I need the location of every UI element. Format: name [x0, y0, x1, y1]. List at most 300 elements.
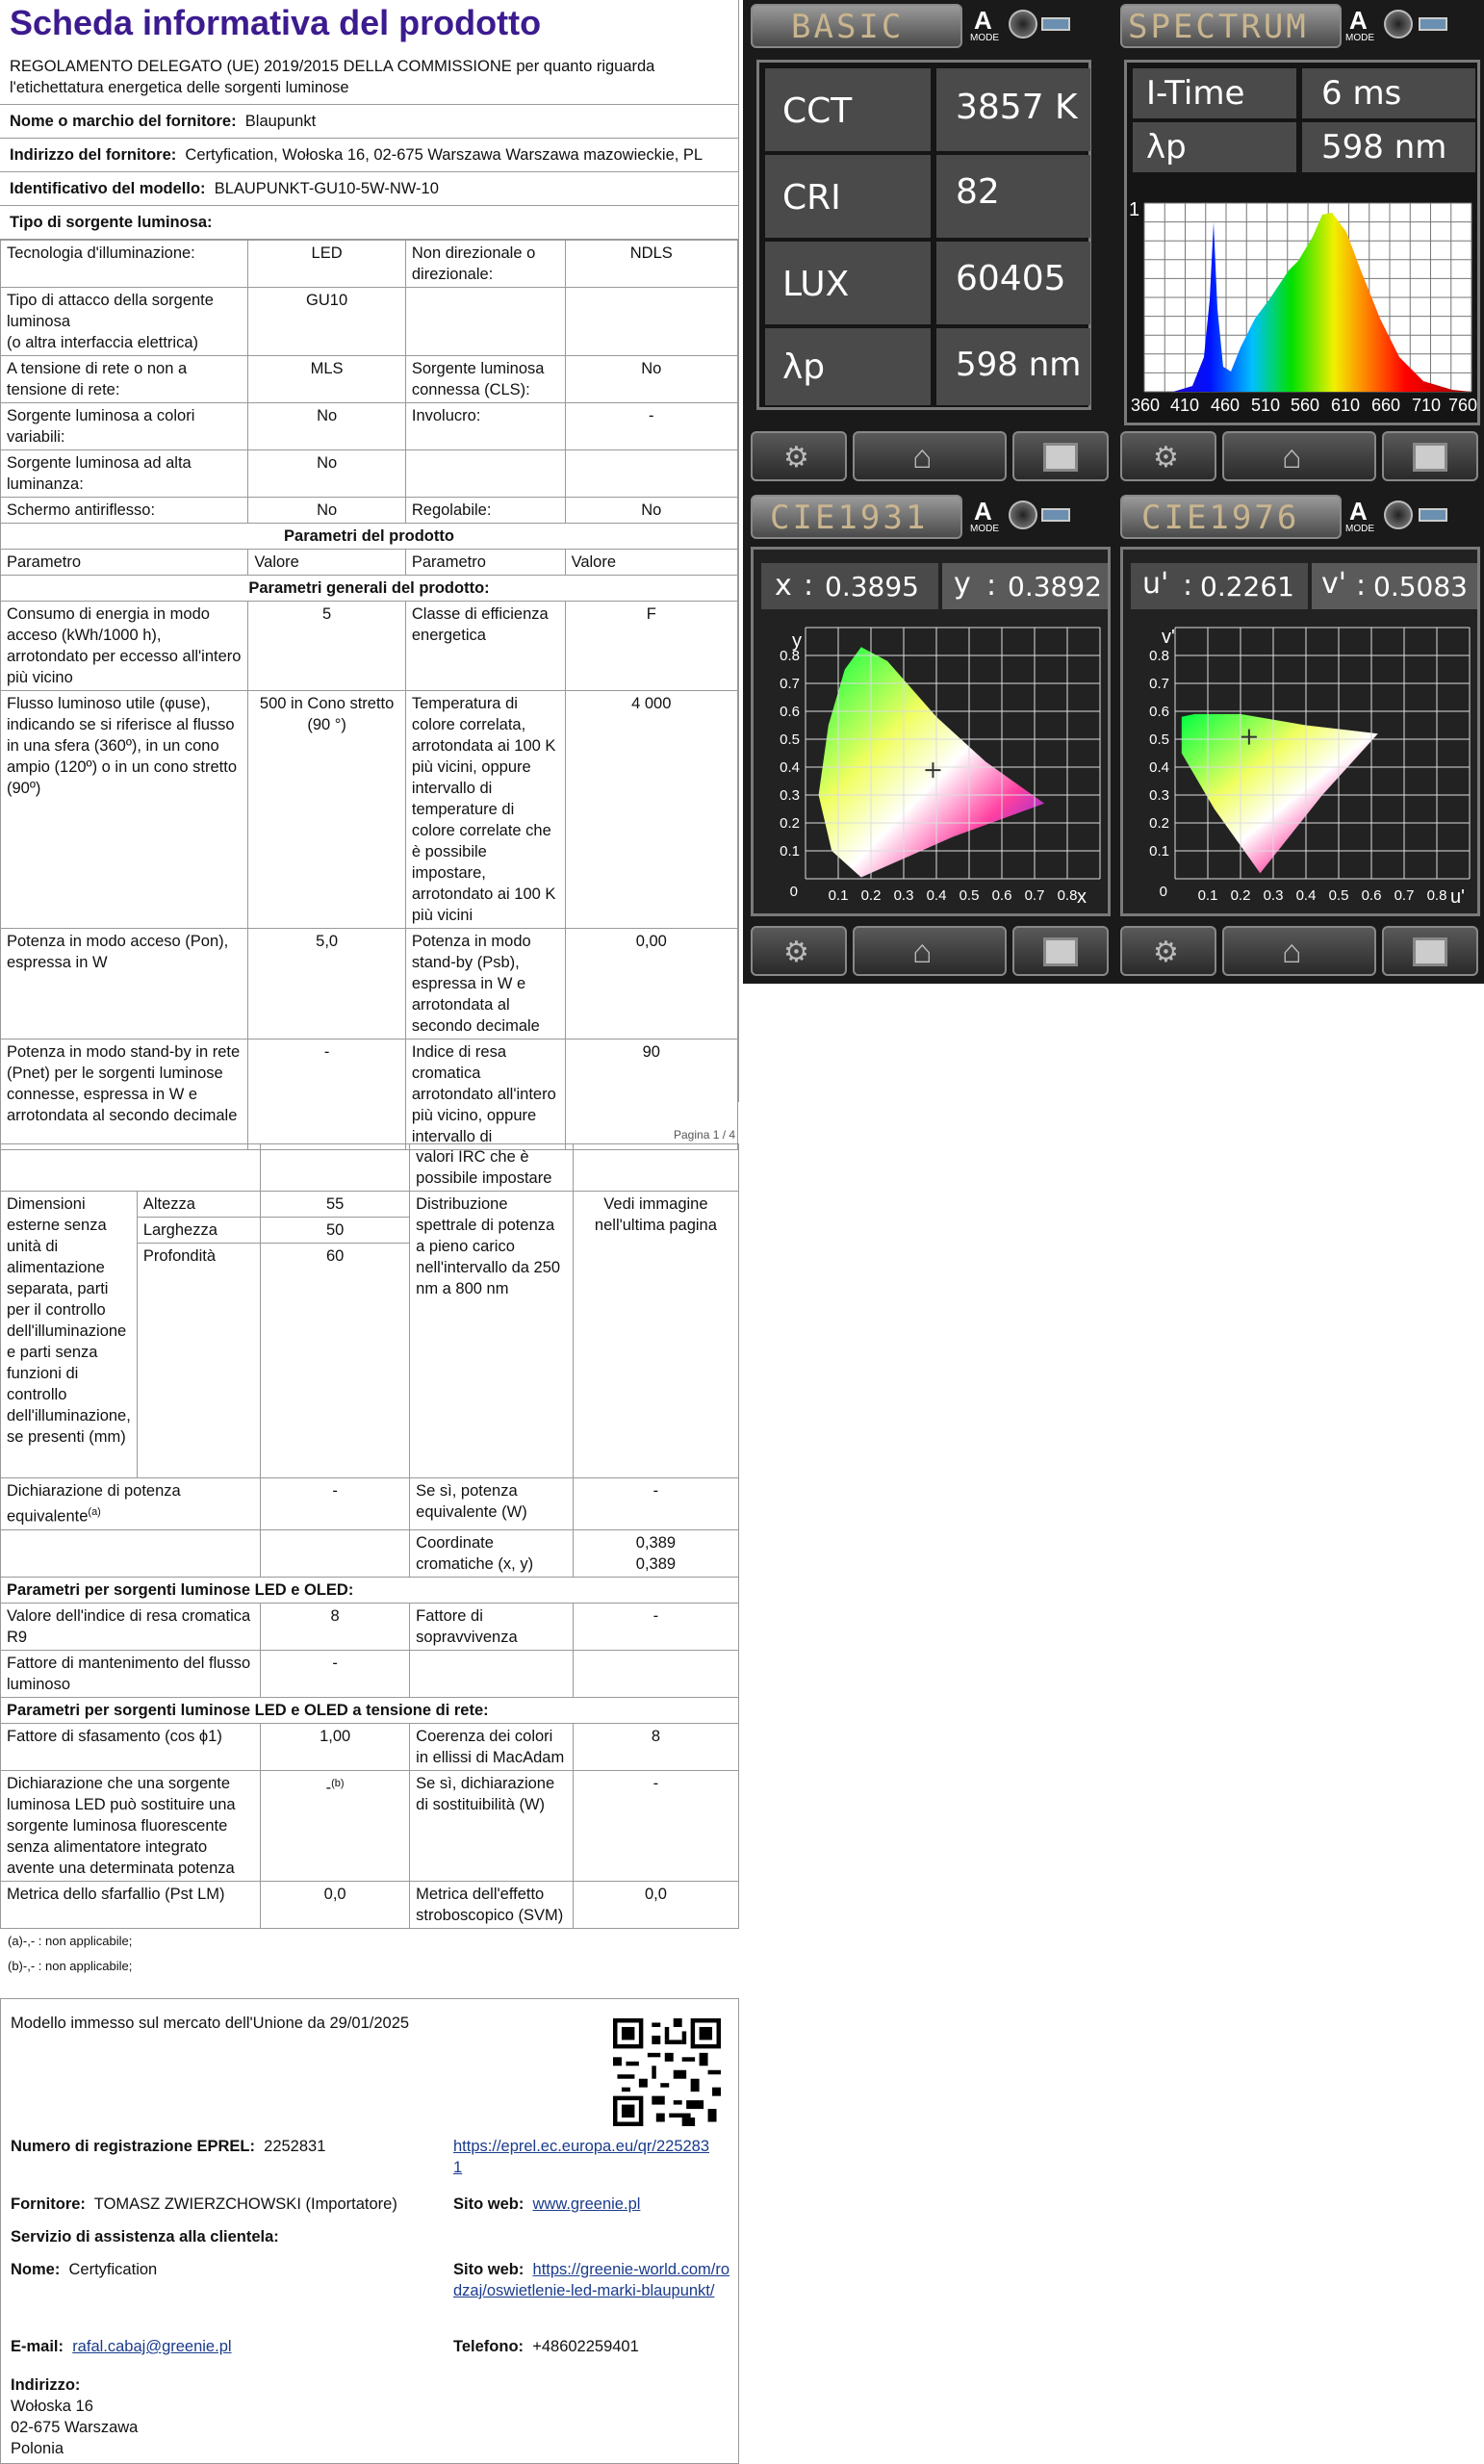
- cell: valori IRC che è possibile impostare: [410, 1144, 574, 1192]
- spectrum-tab-label: SPECTRUM: [1128, 8, 1309, 46]
- page-number: Pagina 1 / 4: [674, 1128, 736, 1142]
- eprel-footer: [0, 1998, 739, 2464]
- website-label: Sito web:: [453, 2195, 525, 2213]
- cell: [1, 288, 248, 356]
- cell: Vedi immagine nell'ultima pagina: [573, 1192, 738, 1478]
- supplier-value: Blaupunkt: [244, 113, 317, 130]
- cell: -: [261, 1478, 410, 1530]
- cell: Distribuzione spettrale di potenza a pieno carico nell'intervallo da 250 nm a 800 nm: [410, 1192, 574, 1478]
- cell: [410, 1650, 574, 1697]
- y-tick: 0.8: [780, 648, 800, 664]
- model-row: [0, 172, 738, 206]
- home-button-2[interactable]: [1222, 431, 1376, 481]
- table-row: [1, 1144, 739, 1192]
- lux-label-box: [765, 242, 931, 324]
- address-line-3: Polonia: [11, 2440, 64, 2457]
- x-tick: 0.1: [1197, 887, 1218, 904]
- cie1976-tab[interactable]: [1120, 495, 1342, 539]
- table-row: [1, 1529, 739, 1577]
- cell: No: [565, 356, 737, 403]
- x-tick: 0.4: [926, 887, 947, 904]
- mode-label: MODE: [1345, 524, 1374, 534]
- regulation-text: REGOLAMENTO DELEGATO (UE) 2019/2015 DELLA COMMISSIONE per quanto riguarda l'etichettatura energetica delle sorgenti luminose: [0, 46, 738, 105]
- peak-label: λp: [782, 347, 826, 387]
- table-row: [1, 498, 738, 524]
- address-line-1: Wołoska 16: [11, 2398, 93, 2415]
- cell: Fattore di mantenimento del flusso luminoso: [1, 1650, 261, 1697]
- table-row: [1, 403, 738, 450]
- basic-mode-controls[interactable]: [970, 6, 1062, 46]
- email-row: [11, 2336, 232, 2357]
- home-icon: ⌂: [1282, 439, 1302, 475]
- y-tick: 0.7: [780, 676, 800, 692]
- x-tick: 0.2: [860, 887, 882, 904]
- sp-peak-label-box: [1133, 122, 1296, 172]
- col-header: Parametro: [1, 550, 248, 576]
- cell: No: [248, 403, 406, 450]
- x-readout-value: 0.3895: [825, 571, 919, 603]
- cell: Metrica dell'effetto stroboscopico (SVM): [410, 1881, 574, 1928]
- cell: Sorgente luminosa a colori variabili:: [1, 403, 248, 450]
- cell: 1,00: [261, 1723, 410, 1770]
- fluo-value: -: [325, 1779, 332, 1796]
- eprel-link[interactable]: https://eprel.ec.europa.eu/qr/2252831: [453, 2138, 710, 2176]
- source-type-row: [0, 206, 738, 240]
- cell: Valore dell'indice di resa cromatica R9: [1, 1603, 261, 1650]
- y-tick: 0.6: [1149, 704, 1169, 720]
- cri-label-box: [765, 155, 931, 238]
- mode-label: MODE: [970, 524, 999, 534]
- x-tick: 0.2: [1230, 887, 1251, 904]
- supplier-row: [11, 2194, 397, 2215]
- name-label: Nome:: [11, 2261, 61, 2278]
- y-tick: 0.8: [1149, 648, 1169, 664]
- table-row: [1, 450, 738, 498]
- basic-tab-label: BASIC: [791, 8, 905, 46]
- col-header: Parametro: [405, 550, 565, 576]
- cell: [565, 288, 737, 356]
- basic-tab[interactable]: [751, 4, 962, 48]
- cie1931-panel: [751, 547, 1111, 916]
- x-tick: 610: [1331, 396, 1361, 415]
- cell: A tensione di rete o non a tensione di rete:: [1, 356, 248, 403]
- cap-label: Tipo di attacco della sorgente luminosa: [7, 292, 214, 330]
- cell: F: [565, 602, 737, 691]
- website2-label: Sito web:: [453, 2261, 525, 2278]
- y-tick: 0.1: [1149, 843, 1169, 860]
- x-tick: 660: [1371, 396, 1401, 415]
- y-readout-value: 0.3892: [1008, 571, 1102, 603]
- cell: 0,0: [573, 1881, 738, 1928]
- cell: [565, 450, 737, 498]
- mode-label: MODE: [970, 33, 999, 43]
- floppy-icon: [1043, 937, 1078, 966]
- col-header: Valore: [565, 550, 737, 576]
- cell: Schermo antiriflesso:: [1, 498, 248, 524]
- colon: :: [804, 569, 814, 603]
- y-tick: 0.3: [1149, 787, 1169, 804]
- footnote-a: (a)-,- : non applicabile;: [8, 1933, 133, 1948]
- cell: [261, 1529, 410, 1577]
- cell: Classe di efficienza energetica: [405, 602, 565, 691]
- cie1931-tab[interactable]: [751, 495, 962, 539]
- cell: -: [565, 403, 737, 450]
- cell: Regolabile:: [405, 498, 565, 524]
- floppy-icon: [1413, 443, 1447, 472]
- cell: 55: [261, 1192, 410, 1218]
- x-readout-label: x: [775, 569, 792, 603]
- colon: :: [1356, 569, 1367, 603]
- cie1976-y-axis-label: v': [1162, 627, 1175, 648]
- cri-value: 82: [956, 172, 1000, 212]
- y-readout-label: y: [954, 567, 971, 601]
- y-tick: 0.5: [780, 732, 800, 748]
- x-tick: 0.3: [1263, 887, 1284, 904]
- zero-tick: 0: [1159, 884, 1167, 900]
- spectrum-x-ticks: [1131, 396, 1481, 419]
- cell: Sorgente luminosa connessa (CLS):: [405, 356, 565, 403]
- x-tick: 410: [1170, 396, 1200, 415]
- cell: No: [248, 450, 406, 498]
- cell: [405, 288, 565, 356]
- y-tick: 0.5: [1149, 732, 1169, 748]
- fluo-sup: (b): [331, 1777, 345, 1789]
- cell: Se sì, dichiarazione di sostituibilità (W): [410, 1770, 574, 1881]
- website2-link[interactable]: https://greenie-world.com/rodzaj/oswietlenie-led-marki-blaupunkt/: [453, 2261, 730, 2299]
- product-table-cont: [0, 1143, 739, 1929]
- cell: Temperatura di colore correlata, arrotondata ai 100 K più vicini, oppure intervallo di temperature di colore correlate che è possibile impostare, arrotondato ai 100 K più vicini: [405, 691, 565, 929]
- xy-value-1: 0,389: [635, 1533, 677, 1552]
- lux-value: 60405: [956, 259, 1066, 298]
- gear-icon: ⚙: [783, 937, 809, 968]
- settings-button[interactable]: [751, 431, 847, 481]
- y-tick: 0.4: [780, 759, 800, 776]
- cell: Indice di resa cromatica arrotondato all'intero più vicino, oppure intervallo di: [405, 1040, 565, 1150]
- website-row: [453, 2194, 640, 2215]
- cie1976-plot: [1129, 627, 1477, 906]
- battery-icon: [1041, 17, 1070, 31]
- meter-screenshot: [743, 0, 1484, 984]
- table-row: [1, 1697, 739, 1723]
- spectrum-tab[interactable]: [1120, 4, 1342, 48]
- mode-a-icon: A: [974, 497, 992, 526]
- basic-panel: [756, 60, 1091, 410]
- footnote-b: (b)-,- : non applicabile;: [8, 1958, 133, 1973]
- spectrum-ymax: 1: [1129, 199, 1140, 220]
- cell: 5: [248, 602, 406, 691]
- y-tick: 0.3: [780, 787, 800, 804]
- footnotes: [0, 1929, 739, 1979]
- colon: :: [1183, 569, 1193, 603]
- cie1931-plot: [759, 627, 1108, 906]
- cell: 8: [573, 1723, 738, 1770]
- table-row: [1, 1040, 738, 1150]
- peak-value-box: [936, 328, 1090, 405]
- v-readout-box: [1312, 563, 1477, 609]
- save-button-4[interactable]: [1382, 926, 1478, 976]
- itime-value-box: [1302, 68, 1475, 118]
- cie1976-mode-controls[interactable]: [1345, 497, 1480, 537]
- model-label: Identificativo del modello:: [10, 180, 206, 197]
- cie1931-tab-label: CIE1931: [770, 499, 929, 537]
- y-tick: 0.2: [1149, 815, 1169, 832]
- cell: Profondità: [137, 1244, 260, 1478]
- battery-icon: [1419, 508, 1447, 522]
- save-button-3[interactable]: [1012, 926, 1109, 976]
- cell: [573, 1650, 738, 1697]
- home-button-3[interactable]: [853, 926, 1007, 976]
- mode-a-icon: A: [1349, 497, 1368, 526]
- table-row: [1, 1770, 739, 1881]
- cct-label-box: [765, 68, 931, 151]
- itime-value: 6 ms: [1321, 74, 1402, 113]
- gear-icon: ⚙: [1153, 442, 1179, 474]
- lux-value-box: [936, 242, 1090, 324]
- eprel-row: [11, 2136, 325, 2157]
- cell: -: [248, 1040, 406, 1150]
- section-heading: Parametri generali del prodotto:: [1, 576, 738, 602]
- cell: [1, 1478, 261, 1530]
- spectrum-mode-controls[interactable]: [1345, 6, 1480, 46]
- u-readout-box: [1131, 563, 1308, 609]
- cell: No: [565, 498, 737, 524]
- cell: Potenza in modo stand-by in rete (Pnet) per le sorgenti luminose connesse, espressa in W e arrotondata al secondo decimale: [1, 1040, 248, 1150]
- mode-a-icon: A: [974, 6, 992, 35]
- cell: Dimensioni esterne senza unità di alimentazione separata, parti per il controllo dell'illuminazione e parti senza funzioni di controllo dell'illuminazione, se presenti (mm): [1, 1192, 138, 1478]
- settings-button-3[interactable]: [751, 926, 847, 976]
- section-heading: Parametri del prodotto: [1, 524, 738, 550]
- customer-service-heading: Servizio di assistenza alla clientela:: [11, 2228, 279, 2246]
- floppy-icon: [1043, 443, 1078, 472]
- sp-peak-label: λp: [1146, 128, 1187, 167]
- x-tick: 510: [1251, 396, 1281, 415]
- itime-label-box: [1133, 68, 1296, 118]
- shutter-icon: [1384, 10, 1413, 38]
- eq-label: Dichiarazione di potenza equivalente: [7, 1482, 181, 1526]
- v-readout-label: v': [1321, 567, 1347, 601]
- address-row: [0, 139, 738, 172]
- battery-icon: [1041, 508, 1070, 522]
- y-tick: 0.1: [780, 843, 800, 860]
- battery-icon: [1419, 17, 1447, 31]
- cri-label: CRI: [782, 178, 841, 218]
- u-readout-label: u': [1142, 567, 1169, 601]
- x-tick: 760: [1448, 396, 1478, 415]
- cell: Consumo di energia in modo acceso (kWh/1000 h), arrotondato per eccesso all'intero più vicino: [1, 602, 248, 691]
- cell: 4 000: [565, 691, 737, 929]
- supplier-label: Nome o marchio del fornitore:: [10, 113, 237, 130]
- cell: 90: [565, 1040, 737, 1150]
- cell: Coordinate cromatiche (x, y): [410, 1529, 574, 1577]
- cie1931-y-axis-label: y: [792, 630, 802, 652]
- sp-peak-value: 598 nm: [1321, 128, 1447, 167]
- x-tick: 560: [1291, 396, 1320, 415]
- x-tick: 0.8: [1426, 887, 1447, 904]
- home-button[interactable]: [853, 431, 1007, 481]
- shutter-icon: [1009, 500, 1037, 529]
- col-header: Valore: [248, 550, 406, 576]
- cie1976-x-axis-label: u': [1450, 886, 1465, 908]
- x-tick: 0.7: [1394, 887, 1415, 904]
- cell: Potenza in modo stand-by (Psb), espressa in W e arrotondata al secondo decimale: [405, 929, 565, 1040]
- eq-sup: (a): [88, 1506, 101, 1518]
- table-row: [1, 1650, 739, 1697]
- cell: Dichiarazione che una sorgente luminosa LED può sostituire una sorgente luminosa fluorescente senza alimentatore integrato avente una determinata potenza: [1, 1770, 261, 1881]
- supplier-value: TOMASZ ZWIERZCHOWSKI (Importatore): [93, 2195, 397, 2213]
- model-value: BLAUPUNKT-GU10-5W-NW-10: [214, 180, 439, 197]
- cell: [1, 1529, 261, 1577]
- supplier-label: Fornitore:: [11, 2195, 86, 2213]
- floppy-icon: [1413, 937, 1447, 966]
- cell: -: [573, 1603, 738, 1650]
- market-date: Modello immesso sul mercato dell'Unione da 29/01/2025: [11, 2015, 410, 2032]
- cell: MLS: [248, 356, 406, 403]
- x-tick: 0.7: [1024, 887, 1045, 904]
- table-row: [1, 1192, 739, 1218]
- y-tick: 0.4: [1149, 759, 1169, 776]
- table-row: [1, 1478, 739, 1530]
- supplier-row: [0, 105, 738, 139]
- cell: Non direzionale o direzionale:: [405, 241, 565, 288]
- gear-icon: ⚙: [1153, 937, 1179, 968]
- source-type-label: Tipo di sorgente luminosa:: [10, 214, 213, 231]
- address-value: Certyfication, Wołoska 16, 02-675 Warszawa Warszawa mazowieckie, PL: [185, 146, 704, 164]
- y-tick: 0.2: [780, 815, 800, 832]
- y-readout-box: [942, 563, 1108, 609]
- cell: Involucro:: [405, 403, 565, 450]
- eprel-label: Numero di registrazione EPREL:: [11, 2138, 255, 2155]
- website-link[interactable]: www.greenie.pl: [532, 2195, 641, 2213]
- phone-row: [453, 2336, 639, 2357]
- zero-tick: 0: [789, 884, 798, 900]
- cct-value: 3857 K: [956, 88, 1078, 127]
- phone-label: Telefono:: [453, 2338, 525, 2355]
- sp-peak-value-box: [1302, 122, 1475, 172]
- cie1931-x-axis-label: x: [1077, 886, 1087, 908]
- x-tick: 460: [1211, 396, 1241, 415]
- x-tick: 0.8: [1057, 887, 1078, 904]
- lux-label: LUX: [782, 265, 850, 304]
- spectrum-plot: [1144, 203, 1471, 392]
- datasheet-page-2: [0, 1143, 739, 1979]
- qr-code-icon: [613, 2018, 721, 2126]
- cell: 5,0: [248, 929, 406, 1040]
- cell: No: [248, 498, 406, 524]
- cell: -: [573, 1478, 738, 1530]
- cell: [573, 1144, 738, 1192]
- cell: Potenza in modo acceso (Pon), espressa in W: [1, 929, 248, 1040]
- v-readout-value: 0.5083: [1373, 571, 1468, 603]
- cell: 500 in Cono stretto (90 °): [248, 691, 406, 929]
- settings-button-4[interactable]: [1120, 926, 1216, 976]
- home-button-4[interactable]: [1222, 926, 1376, 976]
- cell: 60: [261, 1244, 410, 1478]
- colon: :: [986, 569, 997, 603]
- cell: Coerenza dei colori in ellissi di MacAdam: [410, 1723, 574, 1770]
- cell: -: [261, 1650, 410, 1697]
- y-tick: 0.7: [1149, 676, 1169, 692]
- cie1931-mode-controls[interactable]: [970, 497, 1062, 537]
- x-tick: 0.4: [1295, 887, 1317, 904]
- cell: Tecnologia d'illuminazione:: [1, 241, 248, 288]
- table-row: [1, 241, 738, 288]
- cell: Metrica dello sfarfallio (Pst LM): [1, 1881, 261, 1928]
- table-row: [1, 1603, 739, 1650]
- cell: NDLS: [565, 241, 737, 288]
- cell: LED: [248, 241, 406, 288]
- cell: GU10: [248, 288, 406, 356]
- x-tick: 0.6: [991, 887, 1012, 904]
- shutter-icon: [1009, 10, 1037, 38]
- cell: Se sì, potenza equivalente (W): [410, 1478, 574, 1530]
- cell: [261, 1144, 410, 1192]
- x-tick: 0.6: [1361, 887, 1382, 904]
- x-tick: 710: [1412, 396, 1442, 415]
- table-row: [1, 602, 738, 691]
- cell: [1, 1144, 261, 1192]
- table-row: [1, 929, 738, 1040]
- itime-label: I-Time: [1146, 74, 1245, 113]
- xy-value-2: 0,389: [635, 1554, 677, 1573]
- cri-value-box: [936, 155, 1090, 238]
- save-button[interactable]: [1012, 431, 1109, 481]
- x-tick: 0.1: [828, 887, 849, 904]
- u-readout-value: 0.2261: [1200, 571, 1294, 603]
- x-tick: 0.5: [1328, 887, 1349, 904]
- x-tick: 360: [1131, 396, 1161, 415]
- mode-a-icon: A: [1349, 6, 1368, 35]
- settings-button-2[interactable]: [1120, 431, 1216, 481]
- table-row: [1, 356, 738, 403]
- y-tick: 0.6: [780, 704, 800, 720]
- cct-label: CCT: [782, 91, 853, 131]
- save-button-2[interactable]: [1382, 431, 1478, 481]
- eprel-number: 2252831: [264, 2138, 326, 2155]
- address-block: [11, 2374, 138, 2459]
- cell: [261, 1770, 410, 1881]
- table-header-row: [1, 550, 738, 576]
- address-label: Indirizzo del fornitore:: [10, 146, 177, 164]
- section-heading: Parametri per sorgenti luminose LED e OLED a tensione di rete:: [1, 1697, 739, 1723]
- cell: [573, 1529, 738, 1577]
- x-readout-box: [761, 563, 938, 609]
- name-row: [11, 2259, 157, 2280]
- cell: 0,0: [261, 1881, 410, 1928]
- table-row: [1, 1723, 739, 1770]
- cie1976-panel: [1120, 547, 1480, 916]
- peak-label-box: [765, 328, 931, 405]
- x-tick: 0.3: [893, 887, 914, 904]
- table-row: [1, 1881, 739, 1928]
- table-row: [1, 1577, 739, 1603]
- home-icon: ⌂: [1282, 934, 1302, 970]
- page-title: Scheda informativa del prodotto: [10, 3, 542, 42]
- cap-label-2: (o altra interfaccia elettrica): [7, 334, 198, 351]
- section-heading: Parametri per sorgenti luminose LED e OLED:: [1, 1577, 739, 1603]
- address-line-2: 02-675 Warszawa: [11, 2419, 139, 2436]
- email-link[interactable]: rafal.cabaj@greenie.pl: [72, 2338, 232, 2355]
- shutter-icon: [1384, 500, 1413, 529]
- home-icon: ⌂: [912, 439, 933, 475]
- cell: Altezza: [137, 1192, 260, 1218]
- name-value: Certyfication: [68, 2261, 158, 2278]
- x-tick: 0.5: [959, 887, 980, 904]
- cell: Larghezza: [137, 1218, 260, 1244]
- table-row: [1, 524, 738, 550]
- cct-value-box: [936, 68, 1090, 151]
- address-label: Indirizzo:: [11, 2376, 81, 2394]
- email-label: E-mail:: [11, 2338, 64, 2355]
